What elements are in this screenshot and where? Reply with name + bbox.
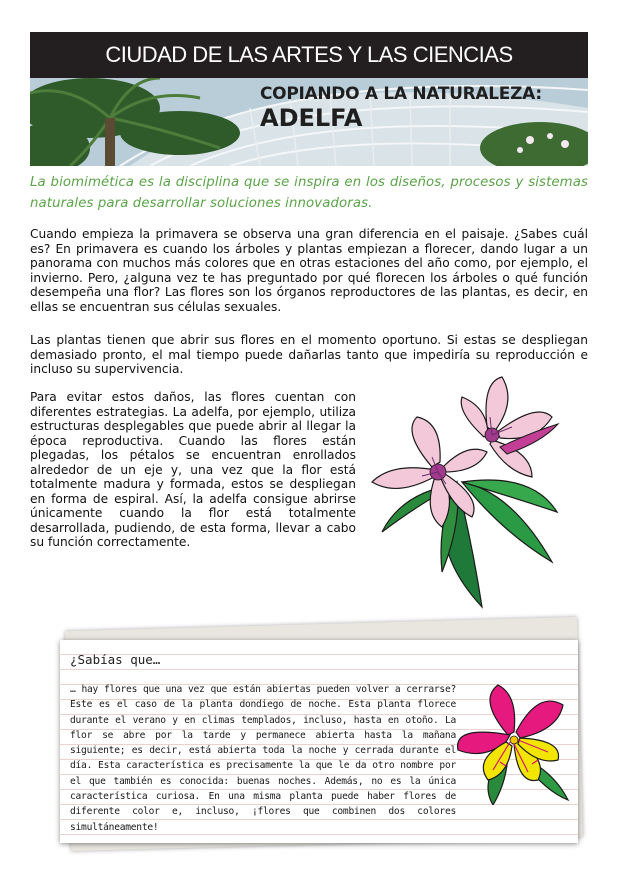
intro-text: La biomimética es la disciplina que se inspira en los diseños, procesos y sistemas naturales para desarrollar soluciones innovadoras. xyxy=(30,175,588,211)
page-header xyxy=(30,32,588,78)
paragraph-2: Las plantas tienen que abrir sus flores en el momento oportuno. Si estas se despliegan demasiado pronto, el mal tiempo puede dañarlas tanto que impediría su reproducción e incluso su supervivencia. xyxy=(30,333,588,376)
paragraph-1: Cuando empieza la primavera se observa una gran diferencia en el paisaje. ¿Sabes cuál es? En primavera es cuando los árboles y plantas empiezan a florecer, dando lugar a un panorama con muchos más colores que en otras estaciones del año como, por ejemplo, el invierno. Pero, ¿alguna vez te has preguntado por qué florecen los árboles o qué función desempeña una flor? Las flores son los órganos reproductores de las plantas, es decir, en ellas se encuentran sus células sexuales. xyxy=(30,227,588,314)
oleander-flower-illustration xyxy=(362,372,562,612)
card-title: ¿Sabías que… xyxy=(70,652,161,667)
banner-image xyxy=(30,78,588,166)
header-title: CIUDAD DE LAS ARTES Y LAS CIENCIAS xyxy=(105,42,513,67)
banner-subtitle: COPIANDO A LA NATURALEZA: xyxy=(260,84,542,104)
dondiego-flower-illustration xyxy=(448,680,573,805)
paragraph-3: Para evitar estos daños, las flores cuentan con diferentes estrategias. La adelfa, por ejemplo, utiliza estructuras desplegables que puede abrir al llegar la época reproductiva. Cuando las flores están plegadas, los pétalos se encuentran enrollados alrededor de un eje y, una vez que la flor está totalmente madura y formada, estos se despliegan en forma de espiral. Así, la adelfa consigue abrirse únicamente cuando la flor está totalmente desarrollada, pudiendo, de esta forma, llevar a cabo su función correctamente. xyxy=(30,390,356,549)
banner-title: ADELFA xyxy=(260,104,363,132)
card-text: … hay flores que una vez que están abiertas pueden volver a cerrarse? Este es el caso de la planta dondiego de noche. Esta planta florece durante el verano y en climas templados, incluso, hasta en otoño. La flor se abre por la tarde y permanece abierta hasta la mañana siguiente; es decir, está abierta toda la noche y cerrada durante el día. Esta característica es precisamente la que le da otro nombre por el que también es conocida: buenas noches. Además, no es la única característica curiosa. En una misma planta puede haber flores de diferente color e, incluso, ¡flores que combinen dos colores simultáneamente! xyxy=(70,684,456,833)
